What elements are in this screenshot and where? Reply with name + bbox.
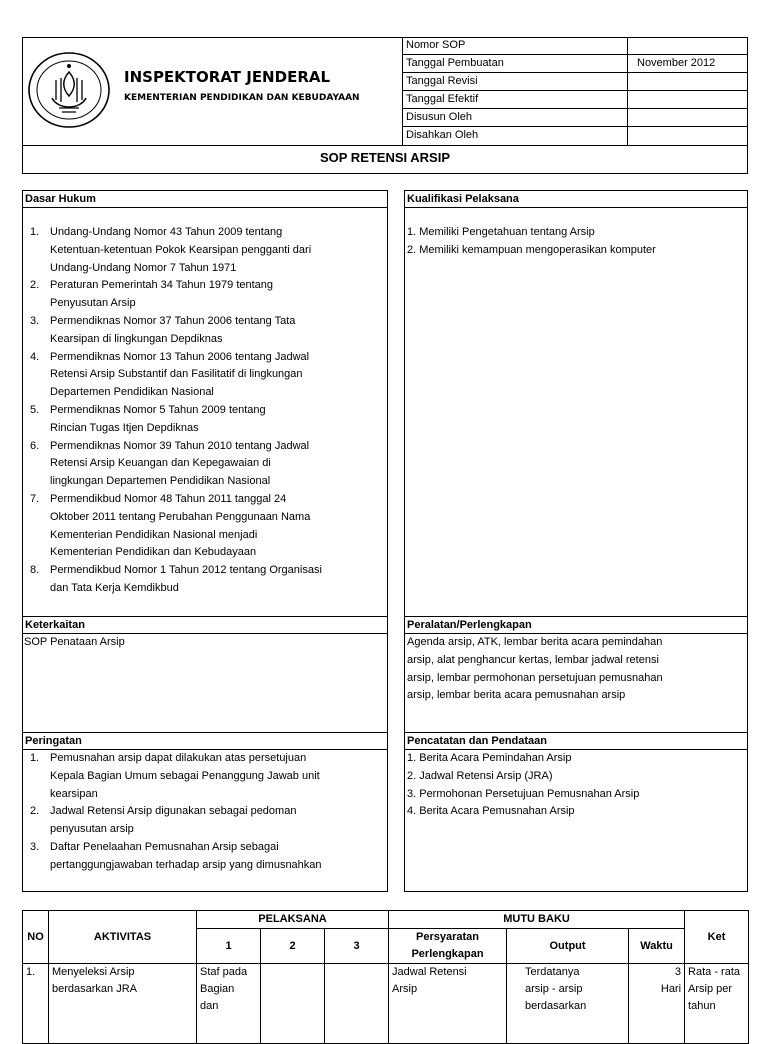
list-item: 3. Permendiknas Nomor 37 Tahun 2006 tentang Tata Kearsipan di lingkungan Depdiknas [30, 314, 296, 345]
peringatan-list [23, 750, 387, 875]
kualifikasi-title: Kualifikasi Pelaksana [405, 191, 747, 208]
list-item: 2. Jadwal Retensi Arsip digunakan sebagai pedoman penyusutan arsip [30, 805, 297, 836]
list-item: 6. Permendiknas Nomor 39 Tahun 2010 tentang Jadwal Retensi Arsip Keuangan dan Kepegawaian di lingkungan Departemen Pendidikan Nasional [30, 439, 310, 488]
table-row [23, 964, 749, 1044]
peringatan-title: Peringatan [23, 733, 387, 750]
list-item: 3. Permohonan Persetujuan Pemusnahan Arsip [407, 787, 640, 800]
list-item: 7. Permendikbud Nomor 48 Tahun 2011 tanggal 24 Oktober 2011 tentang Perubahan Penggunaan Nama Kementerian Pendidikan Nasional menjadi Kementerian Pendidikan dan Kebudayaan [30, 492, 311, 559]
col-persyaratan-header: Persyaratan Perlengkapan [389, 929, 507, 964]
row-waktu: 3 Hari [629, 964, 685, 1044]
list-item: SOP Penataan Arsip [24, 636, 125, 648]
list-item: 8. Permendikbud Nomor 1 Tahun 2012 tentang Organisasi dan Tata Kerja Kemdikbud [30, 564, 322, 594]
meta-value-tanggal-pembuatan: November 2012 [637, 57, 716, 69]
meta-table [402, 37, 748, 145]
list-item: 5. Permendiknas Nomor 5 Tahun 2009 tentang Rincian Tugas Itjen Depdiknas [30, 403, 266, 434]
row-persyaratan: Jadwal Retensi Arsip [389, 964, 507, 1044]
org-subtitle: KEMENTERIAN PENDIDIKAN DAN KEBUDAYAAN [124, 93, 360, 103]
meta-label-disahkan-oleh: Disahkan Oleh [406, 129, 479, 141]
meta-label-disusun-oleh: Disusun Oleh [406, 111, 473, 123]
meta-label-tanggal-revisi: Tanggal Revisi [406, 75, 478, 87]
peringatan-box [22, 732, 388, 892]
row-output: Terdatanya arsip - arsip berdasarkan [507, 964, 629, 1044]
list-item: 4. Permendiknas Nomor 13 Tahun 2006 tentang Jadwal Retensi Arsip Substantif dan Fasilitatif di lingkungan Departemen Pendidikan Nasional [30, 350, 310, 399]
col-no-header: NO [23, 911, 49, 964]
col-waktu-header: Waktu [629, 929, 685, 964]
dasar-hukum-box [22, 190, 388, 617]
list-item: 1. Berita Acara Pemindahan Arsip [407, 752, 572, 764]
peralatan-box: Peralatan/Perlengkapan Agenda arsip, ATK, lembar berita acara pemindahan arsip, alat penghancur kertas, lembar jadwal retensi arsip, lembar permohonan persetujuan pemusnahan arsip, lembar berita acara pemusnahan arsip [404, 616, 748, 733]
meta-label-tanggal-efektif: Tanggal Efektif [406, 93, 479, 105]
row-no: 1. [23, 964, 49, 1044]
list-item: 3. Daftar Penelaahan Pemusnahan Arsip sebagai pertanggungjawaban terhadap arsip yang dimusnahkan [30, 840, 322, 871]
row-pelaksana-3 [325, 964, 389, 1044]
list-item: 1. Memiliki Pengetahuan tentang Arsip [407, 226, 595, 238]
row-pelaksana-1: Staf pada Bagian dan [197, 964, 261, 1044]
col-output-header: Output [507, 929, 629, 964]
sop-title: SOP RETENSI ARSIP [319, 150, 451, 165]
row-pelaksana-2 [261, 964, 325, 1044]
list-item: 2. Jadwal Retensi Arsip (JRA) [407, 769, 553, 782]
dasar-hukum-list [23, 224, 387, 598]
col-pelaksana-3-header: 3 [325, 929, 389, 964]
keterkaitan-title: Keterkaitan [23, 617, 387, 634]
keterkaitan-box [22, 616, 388, 733]
kualifikasi-box [404, 190, 748, 617]
col-aktivitas-header: AKTIVITAS [49, 911, 197, 964]
row-aktivitas: Menyeleksi Arsip berdasarkan JRA [49, 964, 197, 1044]
pencatatan-title: Pencatatan dan Pendataan [405, 733, 747, 750]
meta-label-nomor-sop: Nomor SOP [406, 39, 466, 51]
col-pelaksana-header: PELAKSANA [197, 911, 389, 929]
meta-label-tanggal-pembuatan: Tanggal Pembuatan [406, 57, 504, 69]
peralatan-title: Peralatan/Perlengkapan [405, 617, 747, 634]
col-pelaksana-1-header: 1 [197, 929, 261, 964]
row-ket: Rata - rata Arsip per tahun [685, 964, 749, 1044]
col-mutu-baku-header: MUTU BAKU [389, 911, 685, 929]
dasar-hukum-title: Dasar Hukum [23, 191, 387, 208]
list-item: 1. Undang-Undang Nomor 43 Tahun 2009 tentang Ketentuan-ketentuan Pokok Kearsipan pengganti dari Undang-Undang Nomor 7 Tahun 1971 [30, 226, 312, 274]
pencatatan-box [404, 732, 748, 892]
org-title: INSPEKTORAT JENDERAL [124, 68, 331, 86]
tut-wuri-handayani-logo [26, 50, 112, 130]
list-item: 2. Memiliki kemampuan mengoperasikan komputer [407, 243, 656, 256]
list-item: 4. Berita Acara Pemusnahan Arsip [407, 805, 575, 818]
col-pelaksana-2-header: 2 [261, 929, 325, 964]
list-item: 2. Peraturan Pemerintah 34 Tahun 1979 tentang Penyusutan Arsip [30, 279, 274, 310]
list-item: 1. Pemusnahan arsip dapat dilakukan atas persetujuan Kepala Bagian Umum sebagai Penanggung Jawab unit kearsipan [30, 752, 320, 800]
col-ket-header: Ket [685, 911, 749, 964]
